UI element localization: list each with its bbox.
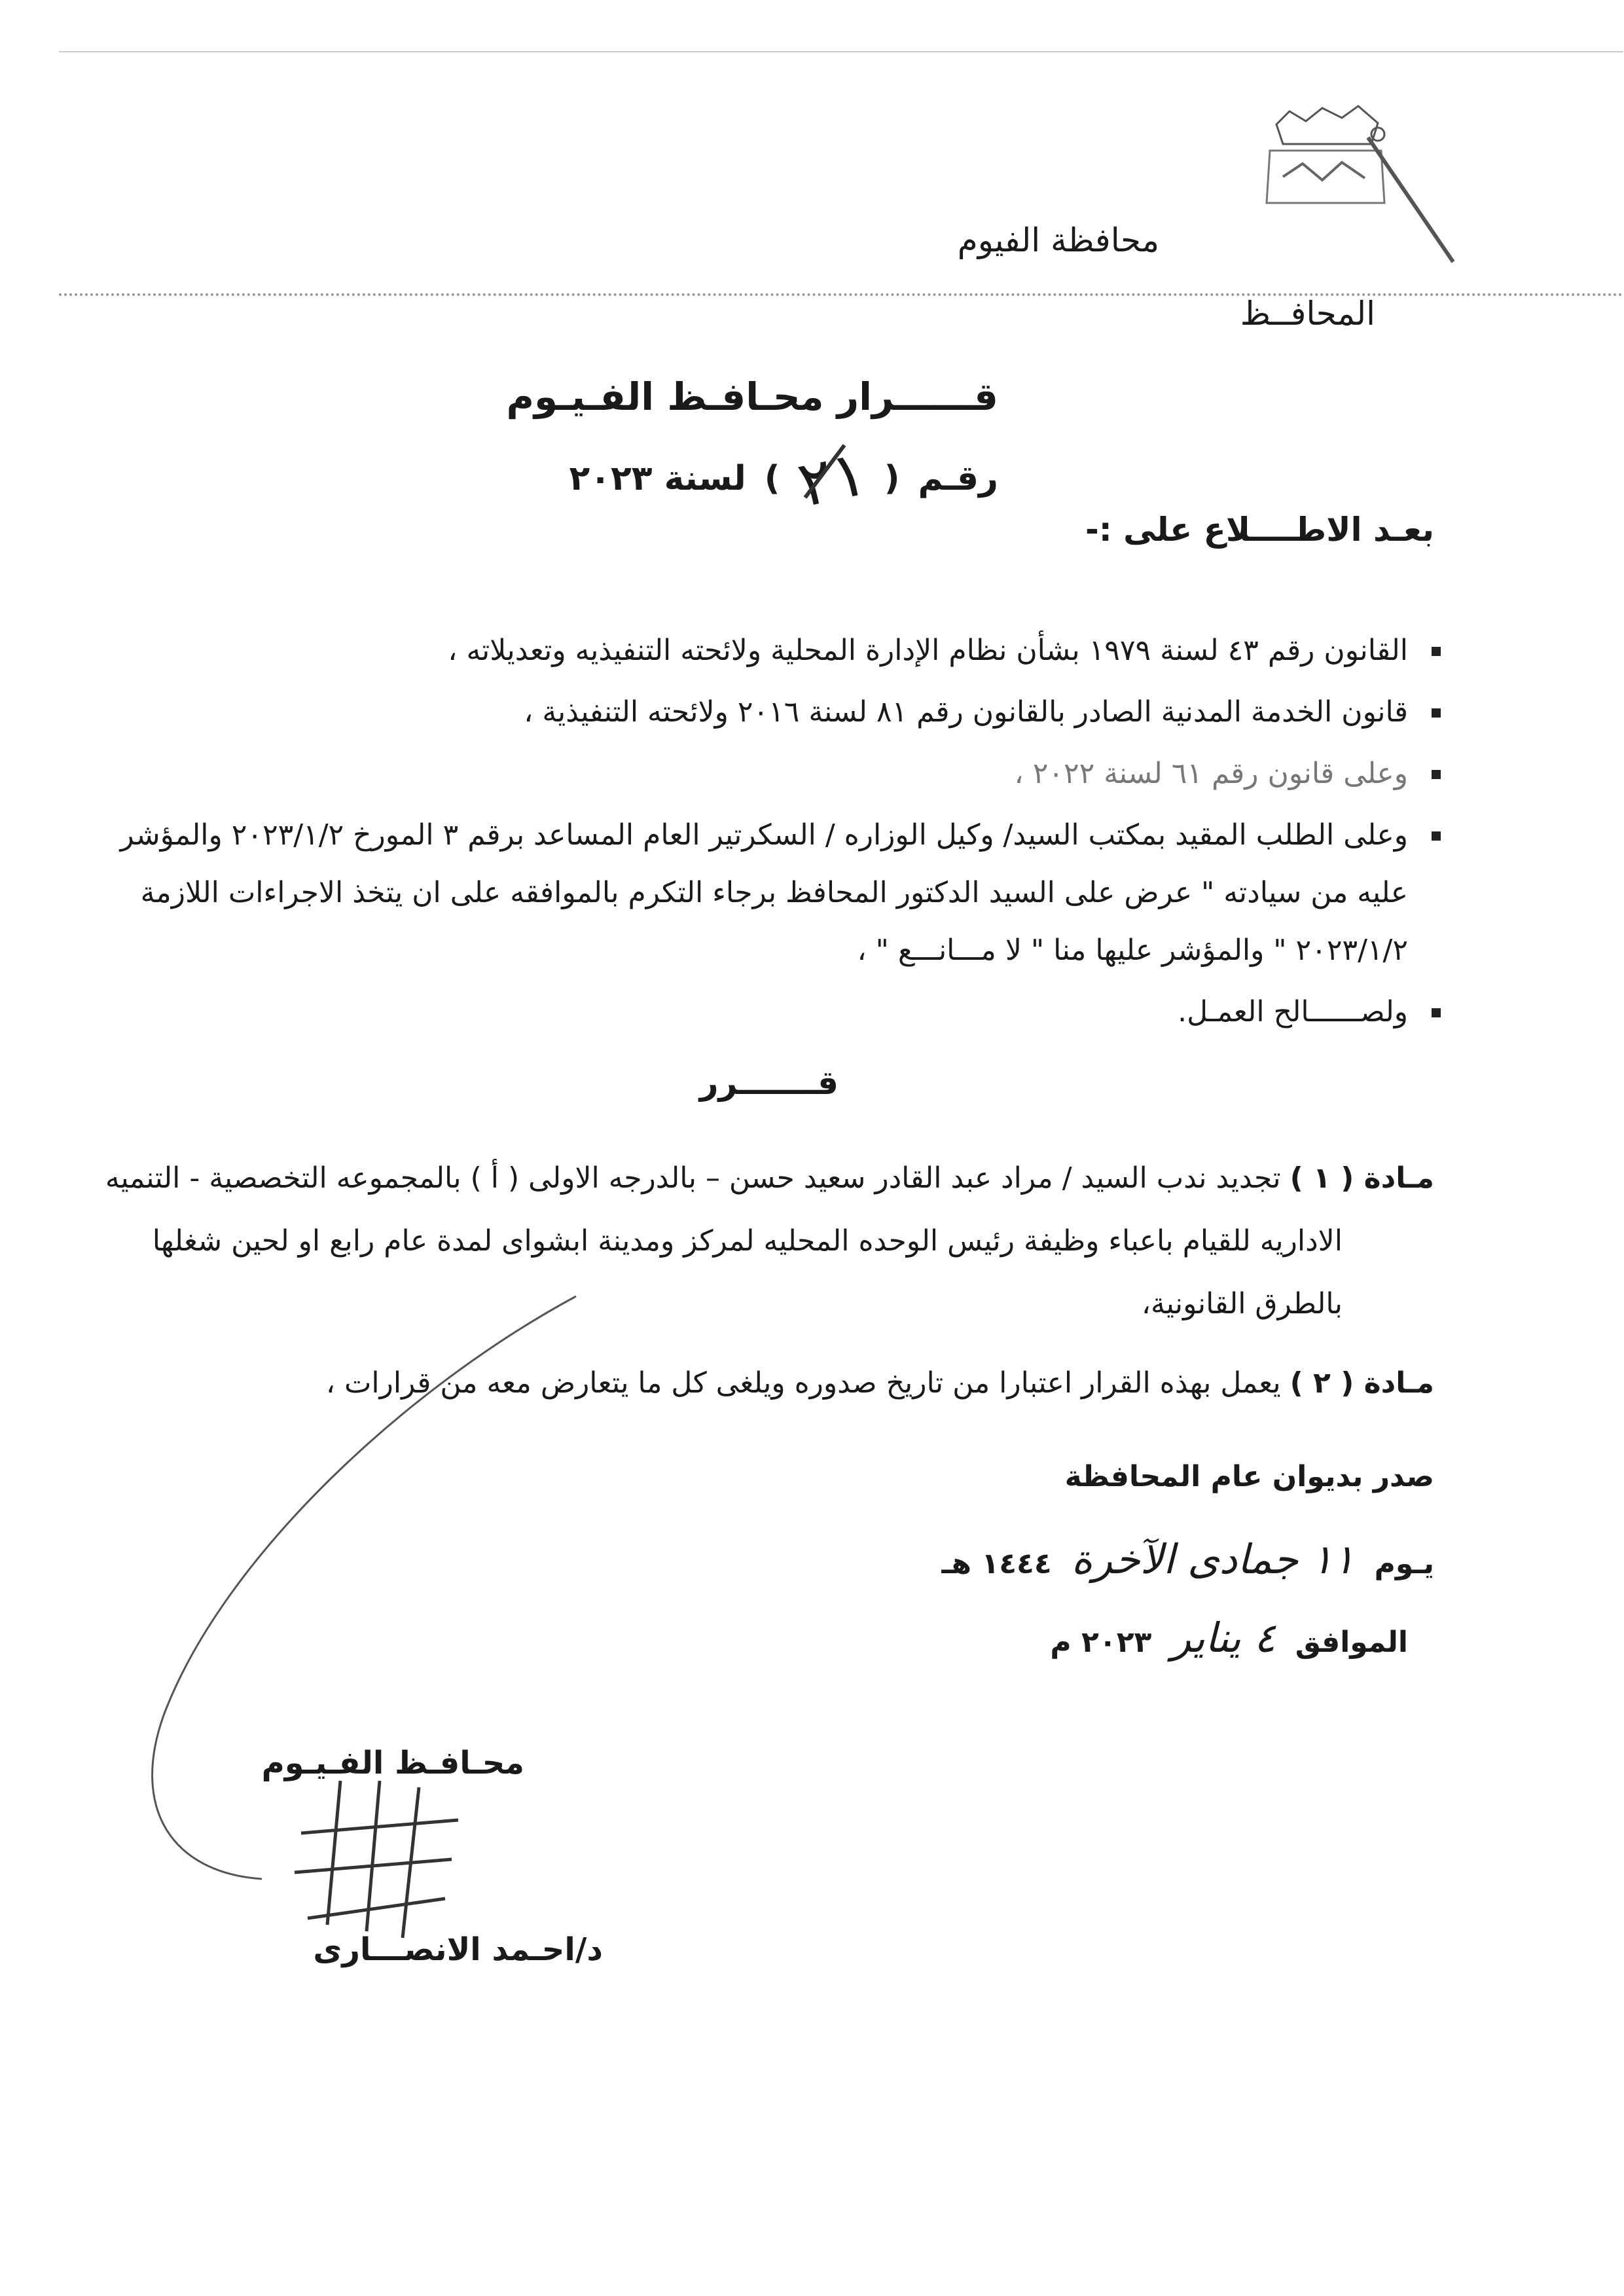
decree-number-line bbox=[569, 435, 998, 522]
header-divider bbox=[59, 293, 1623, 296]
consideration-item bbox=[66, 983, 1454, 1041]
consideration-text: ولصــــــالح العمـل. bbox=[1178, 995, 1408, 1029]
article-2 bbox=[33, 1352, 1434, 1415]
signatory-title: محـافـظ الفـيـوم bbox=[261, 1745, 524, 1781]
gregorian-date-line bbox=[1050, 1614, 1408, 1662]
day-label: يـوم bbox=[1374, 1547, 1434, 1580]
hijri-date-handwritten: ١١ جمادى الآخرة bbox=[1071, 1535, 1355, 1583]
preamble-heading: بعـد الاطــــلاع على :- bbox=[1085, 511, 1434, 549]
decree-number-handwritten: ٢١ bbox=[791, 435, 873, 522]
article-text: يعمل بهذه القرار اعتبارا من تاريخ صدوره ويلغى كل ما يتعارض معه من قرارات ، bbox=[325, 1366, 1281, 1400]
gregorian-date-handwritten: ٤ يناير bbox=[1171, 1614, 1276, 1662]
governorate-header: محافظة الفيوم bbox=[957, 221, 1159, 259]
issued-at: صدر بديوان عام المحافظة bbox=[1064, 1460, 1434, 1493]
gregorian-year: ٢٠٢٣ م bbox=[1050, 1626, 1152, 1659]
governor-office-label: المحافــظ bbox=[1240, 295, 1375, 333]
article-continuation: الاداريه للقيام باعباء وظيفة رئيس الوحده المحليه لمركز ومدينة ابشواى لمدة عام رابع او لحين شغلها bbox=[152, 1224, 1343, 1258]
consideration-continuation: ٢٠٢٣/١/٢ " والمؤشر عليها منا " لا مـــانـــع " ، bbox=[857, 934, 1408, 967]
article-label: مـادة ( ١ ) bbox=[1290, 1161, 1434, 1195]
governorate-logo bbox=[1244, 98, 1460, 268]
decree-number-label: رقـم bbox=[918, 459, 998, 498]
consideration-text: وعلى قانون رقم ٦١ لسنة ٢٠٢٢ ، bbox=[1014, 757, 1408, 790]
consideration-item bbox=[66, 807, 1454, 979]
consideration-item bbox=[66, 683, 1454, 741]
consideration-text: وعلى الطلب المقيد بمكتب السيد/ وكيل الوزاره / السكرتير العام المساعد برقم ٣ المورخ ٢٠٢٣/١/٢ والمؤشر bbox=[120, 818, 1408, 852]
hijri-date-line bbox=[941, 1535, 1434, 1583]
governor-signature bbox=[295, 1781, 458, 1938]
signatory-name: د/احـمد الانصـــارى bbox=[313, 1931, 603, 1968]
consideration-item bbox=[66, 745, 1454, 803]
article-continuation: بالطرق القانونية، bbox=[1141, 1287, 1343, 1321]
consideration-text: قانون الخدمة المدنية الصادر بالقانون رقم ٨١ لسنة ٢٠١٦ ولائحته التنفيذية ، bbox=[524, 695, 1408, 729]
article-text: تجديد ندب السيد / مراد عبد القادر سعيد حسن – بالدرجه الاولى ( أ ) بالمجموعه التخصصية - التنميه bbox=[105, 1161, 1281, 1195]
paren-close: ) bbox=[764, 459, 780, 498]
decree-year: لسنة ٢٠٢٣ bbox=[569, 459, 746, 498]
consideration-text: القانون رقم ٤٣ لسنة ١٩٧٩ بشأن نظام الإدارة المحلية ولائحته التنفيذيه وتعديلاته ، bbox=[448, 634, 1408, 667]
article-label: مـادة ( ٢ ) bbox=[1290, 1366, 1434, 1400]
consideration-continuation: عليه من سيادته " عرض على السيد الدكتور المحافظ برجاء التكرم بالموافقه على ان يتخذ الاجراءات اللازمة bbox=[140, 876, 1408, 909]
paren-open: ( bbox=[884, 459, 900, 498]
hijri-year: ١٤٤٤ هـ bbox=[941, 1547, 1052, 1580]
gregorian-label: الموافق bbox=[1295, 1626, 1408, 1659]
decree-title: قــــــرار محـافـظ الفـيـوم bbox=[506, 374, 998, 419]
consideration-item bbox=[66, 622, 1454, 680]
article-1 bbox=[33, 1147, 1434, 1336]
decides-heading: قـــــــرر bbox=[699, 1064, 839, 1102]
scan-top-edge bbox=[59, 51, 1623, 52]
considerations-list bbox=[66, 622, 1454, 1045]
